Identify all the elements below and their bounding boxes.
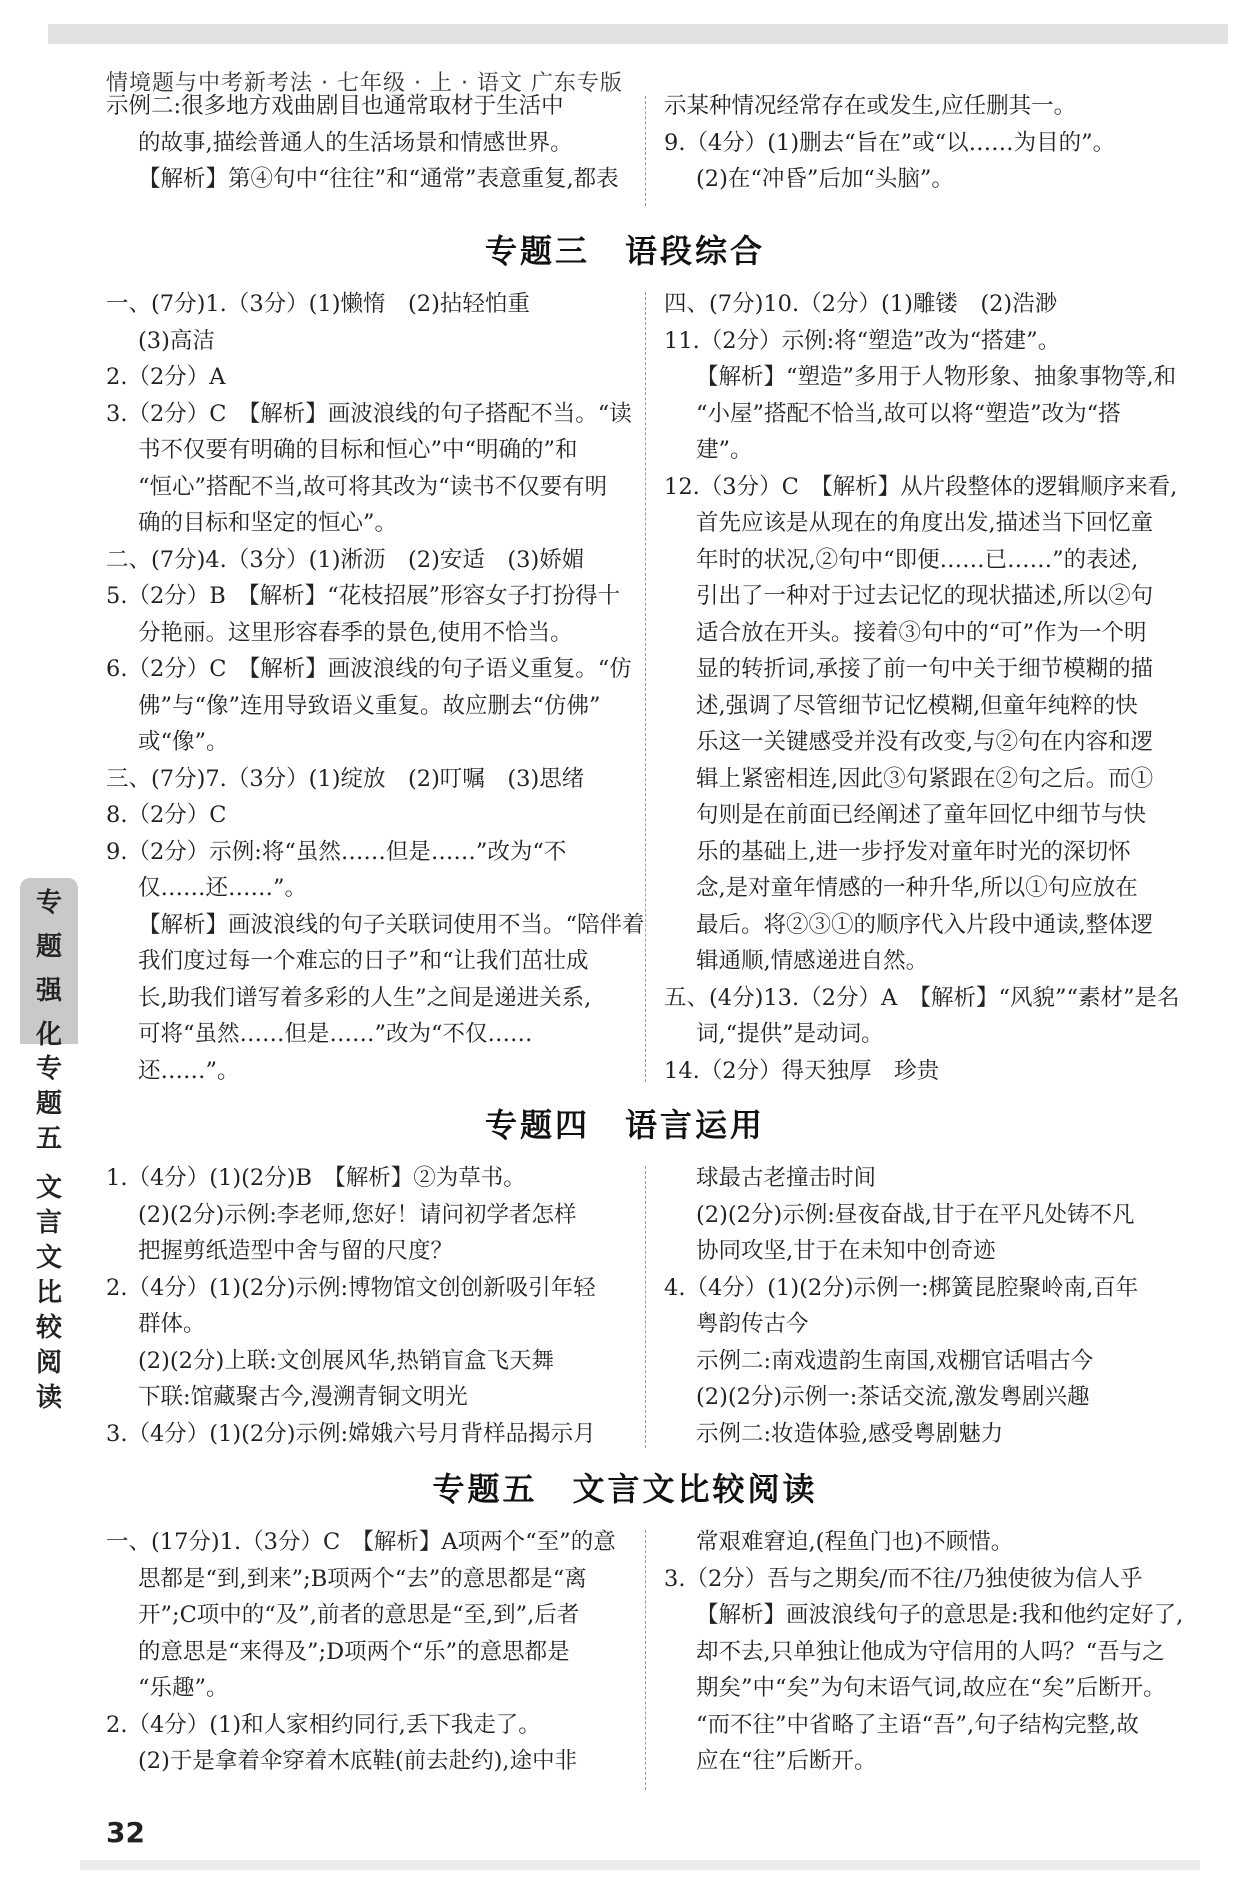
text-line: 念,是对童年情感的一种升华,所以①句应放在: [696, 875, 1138, 901]
text-line: (3)高洁: [138, 327, 215, 354]
side-tab-char: 题: [35, 932, 62, 962]
text-line: 的故事,描绘普通人的生活场景和情感世界。: [138, 129, 573, 156]
section4-left-column: [106, 1160, 596, 1452]
text-line: 9.（4分）(1)删去“旨在”或“以……为目的”。: [664, 129, 1116, 156]
side-tab-char: 专: [35, 888, 62, 918]
text-line: (2)(2分)示例一:茶话交流,激发粤剧兴趣: [696, 1384, 1090, 1410]
text-line: 3.（2分）吾与之期矣/而不往/乃独使彼为信人乎: [664, 1565, 1143, 1592]
text-line: 辑上紧密相连,因此③句紧跟在②句之后。而①: [696, 765, 1154, 792]
text-line: 词,“提供”是动词。: [696, 1021, 884, 1047]
page-number: 32: [106, 1816, 145, 1849]
text-line: 6.（2分）C 【解析】画波浪线的句子语义重复。“仿: [106, 656, 632, 682]
text-line: 一、(17分)1.（3分）C 【解析】A项两个“至”的意: [106, 1529, 616, 1555]
column-divider: [645, 1166, 646, 1448]
text-line: 3.（2分）C 【解析】画波浪线的句子搭配不当。“读: [106, 400, 632, 427]
section3-left-column: [106, 286, 645, 1089]
side-caption-char: 阅: [35, 1348, 62, 1378]
text-line: 球最古老撞击时间: [696, 1165, 877, 1191]
text-line: 乐的基础上,进一步抒发对童年时光的深切怀: [696, 838, 1131, 865]
text-line: 【解析】画波浪线的句子关联词使用不当。“陪伴着: [138, 911, 645, 938]
text-line: 五、(4分)13.（2分）A 【解析】“风貌”“素材”是名: [664, 984, 1180, 1011]
side-caption-char: 比: [35, 1278, 62, 1308]
text-line: 书不仅要有明确的目标和恒心”中“明确的”和: [138, 437, 578, 463]
text-line: 年时的状况,②句中“即便……已……”的表述,: [696, 546, 1139, 573]
column-divider: [645, 96, 646, 206]
side-tab-label: [20, 878, 78, 1050]
text-line: 粤韵传古今: [696, 1311, 809, 1337]
column-divider: [645, 1530, 646, 1790]
section5-left-column: [106, 1524, 616, 1780]
text-line: 【解析】“塑造”多用于人物形象、抽象事物等,和: [696, 364, 1177, 390]
text-line: 适合放在开头。接着③句中的“可”作为一个明: [696, 619, 1147, 646]
text-line: 【解析】第④句中“往往”和“通常”表意重复,都表: [138, 166, 619, 192]
column-divider: [645, 292, 646, 1082]
text-line: 2.（4分）(1)(2分)示例:博物馆文创创新吸引年轻: [106, 1274, 596, 1301]
running-header: 情境题与中考新考法 · 七年级 · 上 · 语文 广东专版: [106, 71, 623, 96]
side-caption-char: 题: [35, 1089, 62, 1119]
text-line: 一、(7分)1.（3分）(1)懒惰 (2)拈轻怕重: [106, 291, 530, 317]
text-line: 示例二:妆造体验,感受粤剧魅力: [696, 1420, 1004, 1447]
text-line: 建”。: [696, 437, 753, 463]
text-line: “小屋”搭配不恰当,故可以将“塑造”改为“搭: [696, 400, 1121, 427]
side-caption-char: 言: [35, 1208, 62, 1238]
text-line: “而不往”中省略了主语“吾”,句子结构完整,故: [696, 1711, 1139, 1738]
text-line: 最后。将②③①的顺序代入片段中通读,整体逻: [696, 911, 1154, 938]
section3-right-column: [664, 286, 1179, 1089]
text-line: 仅……还……”。: [138, 875, 308, 901]
text-line: 三、(7分)7.（3分）(1)绽放 (2)叮嘱 (3)思绪: [106, 765, 585, 792]
text-line: (2)(2分)上联:文创展风华,热销盲盒飞天舞: [138, 1347, 554, 1374]
text-line: (2)(2分)示例:昼夜奋战,甘于在平凡处铸不凡: [696, 1201, 1135, 1228]
section-title: 专题四 语言运用: [484, 1106, 765, 1144]
text-line: 9.（2分）示例:将“虽然……但是……”改为“不: [106, 838, 567, 865]
text-line: 2.（2分）A: [106, 364, 226, 390]
text-line: 协同攻坚,甘于在未知中创奇迹: [696, 1238, 996, 1264]
text-line: 四、(7分)10.（2分）(1)雕镂 (2)浩渺: [664, 291, 1058, 317]
text-line: (2)于是拿着伞穿着木底鞋(前去赴约),途中非: [138, 1748, 578, 1774]
side-caption-char: 专: [35, 1054, 62, 1084]
text-line: 思都是“到,到来”;B项两个“去”的意思都是“离: [138, 1565, 587, 1592]
text-line: 4.（4分）(1)(2分)示例一:梆簧昆腔聚岭南,百年: [664, 1274, 1139, 1301]
text-line: 还……”。: [138, 1057, 240, 1084]
text-line: 长,助我们谱写着多彩的人生”之间是递进关系,: [138, 984, 592, 1011]
text-line: 下联:馆藏聚古今,漫溯青铜文明光: [138, 1384, 468, 1410]
text-line: 显的转折词,承接了前一句中关于细节模糊的描: [696, 656, 1154, 682]
text-line: 8.（2分）C: [106, 802, 227, 828]
text-line: 辑通顺,情感递进自然。: [696, 948, 929, 974]
text-line: 应在“往”后断开。: [696, 1748, 877, 1774]
text-line: 12.（3分）C 【解析】从片段整体的逻辑顺序来看,: [664, 473, 1178, 500]
side-caption-char: 文: [35, 1243, 62, 1273]
text-line: 开”;C项中的“及”,前者的意思是“至,到”,后者: [138, 1602, 580, 1628]
text-line: 却不去,只单独让他成为守信用的人吗？“吾与之: [696, 1638, 1165, 1665]
top-right-column: [664, 88, 1115, 198]
text-line: “恒心”搭配不当,故可将其改为“读书不仅要有明: [138, 473, 608, 500]
text-line: 乐这一关键感受并没有改变,与②句在内容和逻: [696, 729, 1154, 755]
text-line: 可将“虽然……但是……”改为“不仅……: [138, 1021, 533, 1047]
side-tab-char: 强: [35, 976, 62, 1006]
text-line: 1.（4分）(1)(2分)B 【解析】②为草书。: [106, 1165, 526, 1191]
text-line: 引出了一种对于过去记忆的现状描述,所以②句: [696, 583, 1154, 609]
text-line: 示某种情况经常存在或发生,应任删其一。: [664, 93, 1077, 119]
text-line: 或“像”。: [138, 729, 229, 755]
text-line: 首先应该是从现在的角度出发,描述当下回忆童: [696, 510, 1154, 536]
text-line: 2.（4分）(1)和人家相约同行,丢下我走了。: [106, 1711, 541, 1738]
side-caption-char: 五: [35, 1124, 62, 1154]
text-line: 群体。: [138, 1311, 206, 1337]
text-line: 二、(7分)4.（3分）(1)淅沥 (2)安适 (3)娇媚: [106, 546, 585, 573]
side-caption-char: 文: [35, 1173, 62, 1203]
text-line: 5.（2分）B 【解析】“花枝招展”形容女子打扮得十: [106, 583, 621, 609]
section-title: 专题五 文言文比较阅读: [432, 1470, 818, 1508]
section5-right-column: [664, 1524, 1183, 1780]
text-line: 确的目标和坚定的恒心”。: [138, 510, 398, 536]
text-line: 3.（4分）(1)(2分)示例:嫦娥六号月背样品揭示月: [106, 1420, 596, 1447]
text-line: 我们度过每一个难忘的日子”和“让我们茁壮成: [138, 948, 589, 974]
text-line: “乐趣”。: [138, 1675, 229, 1701]
top-left-column: [106, 88, 619, 198]
text-line: 期矣”中“矣”为句末语气词,故应在“矣”后断开。: [696, 1675, 1166, 1701]
text-line: 的意思是“来得及”;D项两个“乐”的意思都是: [138, 1638, 570, 1665]
text-line: 述,强调了尽管细节记忆模糊,但童年纯粹的快: [696, 692, 1138, 719]
bottom-scan-edge: [80, 1860, 1200, 1870]
text-line: 分艳丽。这里形容春季的景色,使用不恰当。: [138, 619, 573, 646]
text-line: 11.（2分）示例:将“塑造”改为“搭建”。: [664, 327, 1061, 354]
text-line: (2)在“冲昏”后加“头脑”。: [696, 166, 954, 192]
text-line: 句则是在前面已经阐述了童年回忆中细节与快: [696, 802, 1147, 828]
text-line: 【解析】画波浪线句子的意思是:我和他约定好了,: [696, 1602, 1184, 1628]
top-scan-edge: [48, 24, 1228, 44]
side-caption-char: 较: [35, 1313, 62, 1343]
side-caption-char: 读: [35, 1383, 62, 1413]
text-line: 示例二:很多地方戏曲剧目也通常取材于生活中: [106, 93, 564, 119]
section-title: 专题三 语段综合: [484, 232, 765, 270]
text-line: 示例二:南戏遗韵生南国,戏棚官话唱古今: [696, 1347, 1094, 1374]
text-line: 常艰难窘迫,(程鱼门也)不顾惜。: [696, 1529, 1014, 1555]
text-line: (2)(2分)示例:李老师,您好！请问初学者怎样: [138, 1201, 577, 1228]
text-line: 把握剪纸造型中舍与留的尺度？: [138, 1238, 454, 1264]
side-tab-char: 化: [35, 1020, 62, 1050]
text-line: 14.（2分）得天独厚 珍贵: [664, 1057, 940, 1084]
text-line: 佛”与“像”连用导致语义重复。故应删去“仿佛”: [138, 692, 601, 719]
section4-right-column: [664, 1160, 1138, 1452]
